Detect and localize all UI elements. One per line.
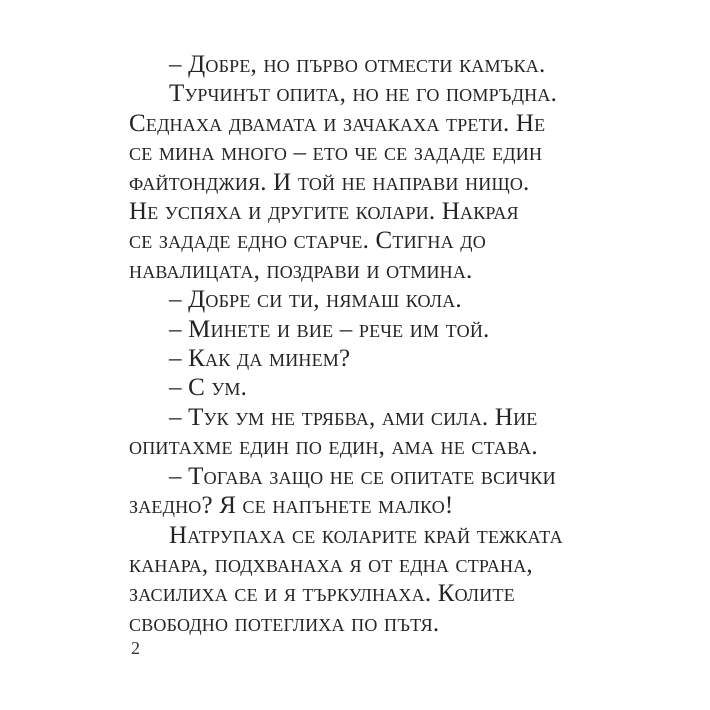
- text-line: – Тук ум не трябва, ами сила. Ние: [169, 403, 538, 431]
- text-line: се зададе едно старче. Стигна до: [129, 227, 486, 255]
- text-line: опитахме един по един, ама не става.: [129, 433, 538, 461]
- text-line: – Минете и вие – рече им той.: [169, 315, 490, 343]
- text-line: – Добре си ти, нямаш кола.: [169, 286, 462, 314]
- text-line: канара, подхванаха я от една страна,: [129, 550, 533, 578]
- text-line: Турчинът опита, но не го помръдна.: [169, 80, 558, 108]
- text-line: – Как да минем?: [169, 345, 351, 373]
- text-line: – Тогава защо не се опитате всички: [169, 462, 556, 490]
- text-line: файтонджия. И той не направи нищо.: [129, 168, 530, 196]
- text-line: се мина много – ето че се зададе един: [129, 139, 543, 167]
- text-line: – Добре, но първо отмести камъка.: [169, 51, 546, 78]
- text-line: свободно потеглиха по пътя.: [129, 609, 440, 637]
- text-line: навалицата, поздрави и отмина.: [129, 256, 473, 284]
- page-number: 2: [131, 638, 140, 658]
- text-line: заедно? Я се напънете малко!: [129, 492, 454, 520]
- text-line: засилиха се и я търкулнаха. Колите: [129, 580, 515, 608]
- text-line: Седнаха двамата и зачакаха трети. Не: [129, 109, 546, 137]
- text-line: Не успяха и другите колари. Накрая: [129, 198, 519, 226]
- text-line: – С ум.: [169, 374, 248, 402]
- text-line: Натрупаха се коларите край тежката: [169, 521, 563, 549]
- text-block: [129, 50, 599, 638]
